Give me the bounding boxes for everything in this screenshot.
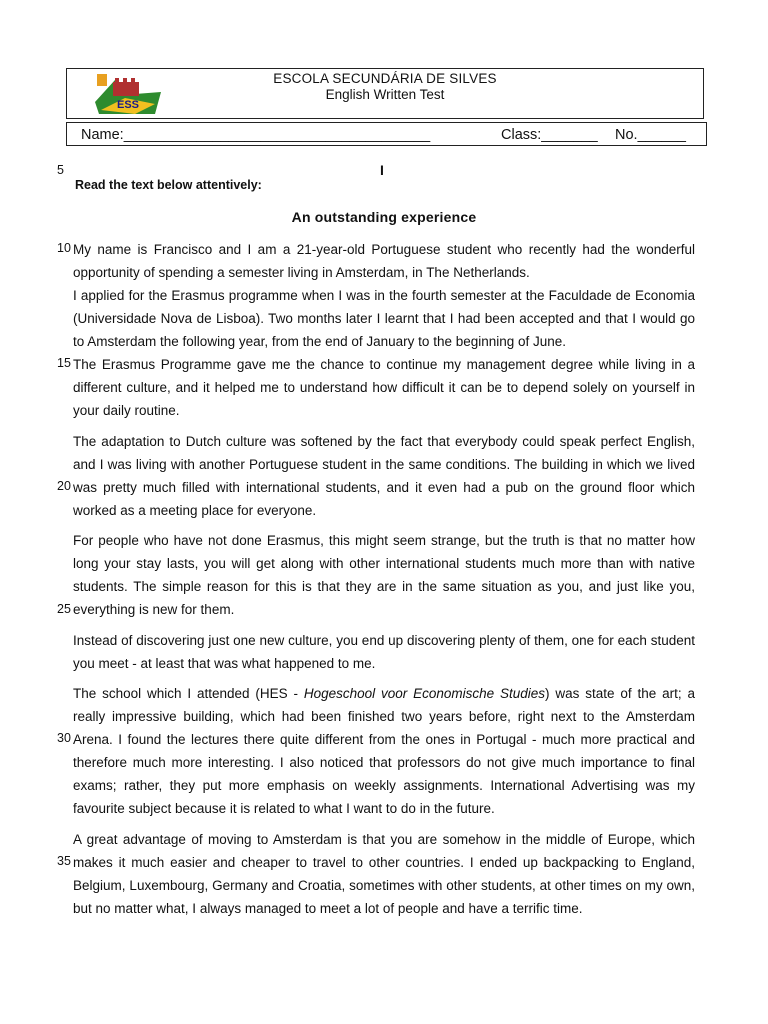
article-body [73, 238, 695, 927]
paragraph-4: The adaptation to Dutch culture was softened by the fact that everybody could speak perfect English, and I was living with another Portuguese student in the same conditions. The building in which we lived was pretty much filled with international students, and it even had a pub on the ground floor which worked as a meeting place for everyone. [73, 433, 695, 518]
line-number-20: 20 [57, 479, 71, 493]
line-number-5: 5 [57, 163, 64, 177]
svg-text:ESS: ESS [117, 99, 140, 111]
line-number-30: 30 [57, 731, 71, 745]
line-number-10: 10 [57, 241, 71, 255]
section-number: I [380, 162, 384, 178]
paragraph-8: A great advantage of moving to Amsterdam is that you are somehow in the middle of Europe, which makes it much easier and cheaper to travel to other countries. I ended up backpacking to England, Belgium, Luxembourg, Germany and Croatia, sometimes with other students, at other times on my own, but no matter what, I always managed to meet a lot of people and have a terrific time. [73, 831, 695, 916]
student-info-box [66, 122, 707, 146]
line-number-25: 25 [57, 602, 71, 616]
school-paragraph-end: ) was state of the art; a really impressive building, which had been finished two years before, right next to the Amsterdam Arena. I found the lectures there quite different from the ones in Portugal - much more practical and therefore much more interesting. I also noticed that professors do not give much importance to final exams; rather, they put more emphasis on weekly assignments. International Advertising was my favourite subject because it is related to what I want to do in the future. [73, 686, 695, 816]
test-title: English Written Test [325, 87, 445, 102]
number-field[interactable]: No.______ [615, 127, 686, 143]
paragraph-3: The Erasmus Programme gave me the chance to continue my management degree while living in a different culture, and it helped me to understand how difficult it can be to depend solely on yourself in your daily routine. [73, 357, 695, 418]
line-number-15: 15 [57, 356, 71, 370]
paragraph-6: Instead of discovering just one new culture, you end up discovering plenty of them, one for each student you meet - at least that was what happened to me. [73, 632, 695, 671]
paragraph-2: I applied for the Erasmus programme when I was in the fourth semester at the Faculdade de Economia (Universidade Nova de Lisboa). Two months later I learnt that I had been accepted and that I would go to Amsterdam the following year, from the end of January to the beginning of June. [73, 288, 695, 349]
school-name-italic: Hogeschool voor Economische Studies [303, 686, 546, 701]
header-box [66, 68, 704, 119]
line-number-35: 35 [57, 854, 71, 868]
paragraph-1: My name is Francisco and I am a 21-year-old Portuguese student who recently had the wonderful opportunity of spending a semester living in Amsterdam, in The Netherlands. [73, 242, 695, 280]
school-name: ESCOLA SECUNDÁRIA DE SILVES [273, 71, 497, 86]
paragraph-school [73, 682, 695, 820]
school-paragraph-start: The school which I attended (HES - [73, 686, 304, 701]
class-field[interactable]: Class:_______ [501, 127, 598, 143]
article-title: An outstanding experience [291, 209, 477, 225]
instruction: Read the text below attentively: [75, 178, 262, 192]
paragraph-5: For people who have not done Erasmus, this might seem strange, but the truth is that no matter how long your stay lasts, you will get along with other international students much more than with native students. The simple reason for this is that they are in the same situation as you, and just like you, everything is new for them. [73, 533, 695, 617]
name-field[interactable]: Name:______________________________________ [81, 127, 431, 143]
